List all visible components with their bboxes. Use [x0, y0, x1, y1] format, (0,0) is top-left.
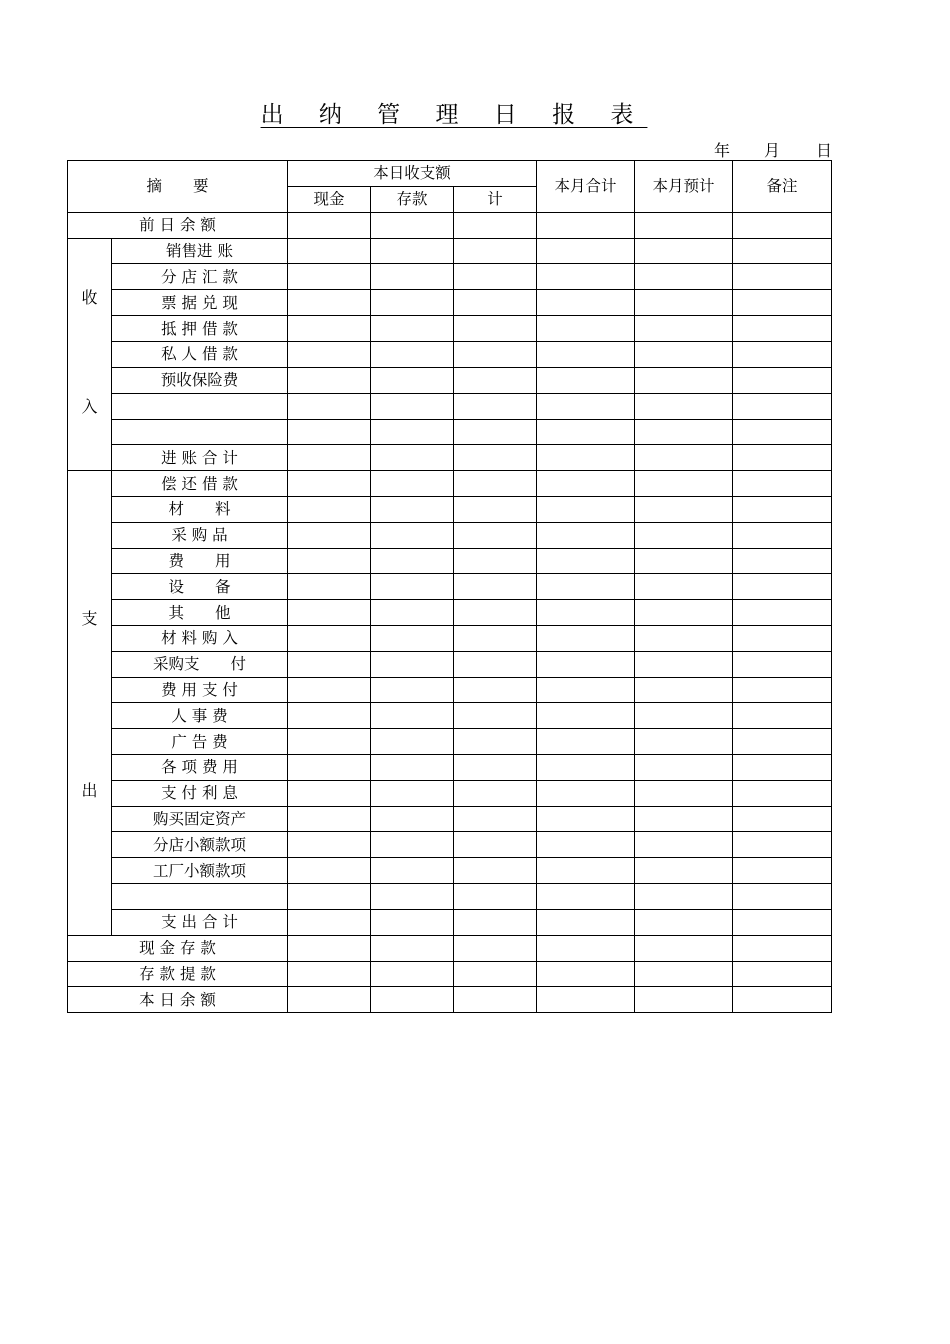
- expense-row: [68, 651, 832, 677]
- cell-total[interactable]: [454, 212, 537, 238]
- date-year-label: 年: [714, 141, 731, 160]
- expense-row: [68, 858, 832, 884]
- expense-row: [68, 780, 832, 806]
- expense-item-label: 材 料 购 入: [112, 626, 288, 652]
- cell-cash[interactable]: [288, 548, 371, 574]
- cell-total[interactable]: [454, 755, 537, 781]
- income-item-label: 抵 押 借 款: [112, 316, 288, 342]
- income-row: [68, 264, 832, 290]
- cell-remark[interactable]: [733, 367, 832, 393]
- cell-deposit[interactable]: [371, 341, 454, 367]
- cell-month-total[interactable]: [537, 935, 635, 961]
- cell-cash[interactable]: [288, 832, 371, 858]
- cell-month-forecast[interactable]: [635, 806, 733, 832]
- cell-month-forecast[interactable]: [635, 419, 733, 445]
- cell-total[interactable]: [454, 497, 537, 523]
- cell-cash[interactable]: [288, 935, 371, 961]
- cell-remark[interactable]: [733, 419, 832, 445]
- cell-total[interactable]: [454, 367, 537, 393]
- cell-month-forecast[interactable]: [635, 703, 733, 729]
- cell-cash[interactable]: [288, 626, 371, 652]
- cell-month-total[interactable]: [537, 729, 635, 755]
- cell-total[interactable]: [454, 341, 537, 367]
- expense-item-label: 支 出 合 计: [112, 909, 288, 935]
- cell-month-total[interactable]: [537, 367, 635, 393]
- cell-cash[interactable]: [288, 290, 371, 316]
- cell-month-total[interactable]: [537, 677, 635, 703]
- cell-month-forecast[interactable]: [635, 961, 733, 987]
- header-total: 计: [454, 186, 537, 212]
- cell-month-forecast[interactable]: [635, 238, 733, 264]
- cell-remark[interactable]: [733, 780, 832, 806]
- expense-item-label: 购买固定资产: [112, 806, 288, 832]
- cell-cash[interactable]: [288, 677, 371, 703]
- cell-total[interactable]: [454, 832, 537, 858]
- date-day-label: 日: [816, 141, 833, 160]
- expense-item-label: 工厂小额款项: [112, 858, 288, 884]
- cell-total[interactable]: [454, 316, 537, 342]
- income-row: [68, 238, 832, 264]
- income-row: [68, 419, 832, 445]
- cell-month-total[interactable]: [537, 651, 635, 677]
- cell-month-total[interactable]: [537, 703, 635, 729]
- cell-remark[interactable]: [733, 574, 832, 600]
- cell-remark[interactable]: [733, 806, 832, 832]
- cell-cash[interactable]: [288, 522, 371, 548]
- cell-month-forecast[interactable]: [635, 884, 733, 910]
- expense-item-label: 采 购 品: [112, 522, 288, 548]
- cell-total[interactable]: [454, 522, 537, 548]
- summary-row: [68, 961, 832, 987]
- expense-item-label: [112, 884, 288, 910]
- cell-month-total[interactable]: [537, 858, 635, 884]
- income-item-label: 分 店 汇 款: [112, 264, 288, 290]
- cell-remark[interactable]: [733, 987, 832, 1013]
- cell-total[interactable]: [454, 987, 537, 1013]
- cell-month-forecast[interactable]: [635, 522, 733, 548]
- expense-row: [68, 729, 832, 755]
- income-item-label: [112, 393, 288, 419]
- cell-cash[interactable]: [288, 884, 371, 910]
- cell-month-forecast[interactable]: [635, 497, 733, 523]
- cell-total[interactable]: [454, 600, 537, 626]
- cell-cash[interactable]: [288, 574, 371, 600]
- expense-category-bottom: 出: [81, 780, 98, 800]
- cell-cash[interactable]: [288, 858, 371, 884]
- expense-item-label: 费 用: [112, 548, 288, 574]
- cell-month-forecast[interactable]: [635, 574, 733, 600]
- income-item-label: 销售进 账: [112, 238, 288, 264]
- cell-month-forecast[interactable]: [635, 677, 733, 703]
- cell-month-forecast[interactable]: [635, 780, 733, 806]
- cell-deposit[interactable]: [371, 651, 454, 677]
- cell-deposit[interactable]: [371, 806, 454, 832]
- cell-deposit[interactable]: [371, 832, 454, 858]
- cell-cash[interactable]: [288, 806, 371, 832]
- expense-row: [68, 677, 832, 703]
- cashier-daily-report-table: [67, 160, 832, 1013]
- cell-month-total[interactable]: [537, 341, 635, 367]
- cell-total[interactable]: [454, 419, 537, 445]
- cell-remark[interactable]: [733, 858, 832, 884]
- cell-remark[interactable]: [733, 212, 832, 238]
- cell-deposit[interactable]: [371, 703, 454, 729]
- cell-month-total[interactable]: [537, 961, 635, 987]
- cell-month-total[interactable]: [537, 600, 635, 626]
- income-row: [68, 290, 832, 316]
- income-row: [68, 393, 832, 419]
- cell-remark[interactable]: [733, 238, 832, 264]
- cell-deposit[interactable]: [371, 367, 454, 393]
- expense-row: [68, 755, 832, 781]
- cell-remark[interactable]: [733, 755, 832, 781]
- cell-remark[interactable]: [733, 884, 832, 910]
- cell-month-forecast[interactable]: [635, 729, 733, 755]
- cell-month-forecast[interactable]: [635, 548, 733, 574]
- cell-deposit[interactable]: [371, 290, 454, 316]
- cell-month-forecast[interactable]: [635, 212, 733, 238]
- cell-remark[interactable]: [733, 935, 832, 961]
- cell-month-total[interactable]: [537, 780, 635, 806]
- income-category-top: 收: [81, 288, 98, 308]
- cell-total[interactable]: [454, 290, 537, 316]
- cell-cash[interactable]: [288, 703, 371, 729]
- summary-row-label: 本 日 余 额: [68, 987, 288, 1013]
- cell-deposit[interactable]: [371, 987, 454, 1013]
- cell-total[interactable]: [454, 471, 537, 497]
- expense-item-label: 偿 还 借 款: [112, 471, 288, 497]
- cell-total[interactable]: [454, 677, 537, 703]
- cell-month-total[interactable]: [537, 755, 635, 781]
- cell-cash[interactable]: [288, 961, 371, 987]
- expense-row: [68, 832, 832, 858]
- cell-cash[interactable]: [288, 471, 371, 497]
- cell-month-total[interactable]: [537, 290, 635, 316]
- cell-cash[interactable]: [288, 367, 371, 393]
- income-item-label: [112, 419, 288, 445]
- expense-row: [68, 703, 832, 729]
- cell-deposit[interactable]: [371, 393, 454, 419]
- cell-month-forecast[interactable]: [635, 471, 733, 497]
- cell-total[interactable]: [454, 574, 537, 600]
- cell-deposit[interactable]: [371, 497, 454, 523]
- cell-month-total[interactable]: [537, 884, 635, 910]
- cell-month-forecast[interactable]: [635, 832, 733, 858]
- expense-category-top: 支: [81, 609, 98, 629]
- cell-remark[interactable]: [733, 264, 832, 290]
- cell-month-total[interactable]: [537, 574, 635, 600]
- cell-cash[interactable]: [288, 212, 371, 238]
- cell-remark[interactable]: [733, 548, 832, 574]
- cell-month-forecast[interactable]: [635, 393, 733, 419]
- cell-cash[interactable]: [288, 651, 371, 677]
- expense-row: [68, 806, 832, 832]
- cell-remark[interactable]: [733, 703, 832, 729]
- cell-month-total[interactable]: [537, 445, 635, 471]
- header-month-forecast: 本月预计: [635, 161, 733, 213]
- cell-deposit[interactable]: [371, 961, 454, 987]
- expense-row: [68, 909, 832, 935]
- cell-remark[interactable]: [733, 729, 832, 755]
- income-item-label: 私 人 借 款: [112, 341, 288, 367]
- cell-remark[interactable]: [733, 445, 832, 471]
- cell-month-total[interactable]: [537, 626, 635, 652]
- cell-total[interactable]: [454, 884, 537, 910]
- expense-item-label: 材 料: [112, 497, 288, 523]
- income-row: [68, 316, 832, 342]
- income-item-label: 票 据 兑 现: [112, 290, 288, 316]
- cell-deposit[interactable]: [371, 574, 454, 600]
- cell-month-forecast[interactable]: [635, 264, 733, 290]
- cell-deposit[interactable]: [371, 212, 454, 238]
- prev-balance-row: [68, 212, 832, 238]
- cell-month-total[interactable]: [537, 832, 635, 858]
- cell-total[interactable]: [454, 445, 537, 471]
- cell-deposit[interactable]: [371, 419, 454, 445]
- cell-remark[interactable]: [733, 677, 832, 703]
- income-row: [68, 367, 832, 393]
- cell-month-forecast[interactable]: [635, 290, 733, 316]
- cell-cash[interactable]: [288, 419, 371, 445]
- cell-deposit[interactable]: [371, 471, 454, 497]
- cell-remark[interactable]: [733, 651, 832, 677]
- cell-month-forecast[interactable]: [635, 858, 733, 884]
- cell-deposit[interactable]: [371, 729, 454, 755]
- cell-deposit[interactable]: [371, 522, 454, 548]
- cell-cash[interactable]: [288, 755, 371, 781]
- income-row: [68, 341, 832, 367]
- cell-total[interactable]: [454, 651, 537, 677]
- cell-deposit[interactable]: [371, 780, 454, 806]
- cell-month-total[interactable]: [537, 264, 635, 290]
- cell-cash[interactable]: [288, 341, 371, 367]
- expense-item-label: 各 项 费 用: [112, 755, 288, 781]
- cell-deposit[interactable]: [371, 238, 454, 264]
- cell-cash[interactable]: [288, 445, 371, 471]
- expense-category-cell: [68, 471, 112, 936]
- cell-total[interactable]: [454, 806, 537, 832]
- cell-deposit[interactable]: [371, 600, 454, 626]
- cell-cash[interactable]: [288, 909, 371, 935]
- cell-cash[interactable]: [288, 497, 371, 523]
- cell-remark[interactable]: [733, 626, 832, 652]
- income-item-label: 进 账 合 计: [112, 445, 288, 471]
- cell-remark[interactable]: [733, 522, 832, 548]
- expense-row: [68, 522, 832, 548]
- expense-row: [68, 884, 832, 910]
- cell-month-total[interactable]: [537, 471, 635, 497]
- date-month-label: 月: [764, 141, 781, 160]
- cell-deposit[interactable]: [371, 755, 454, 781]
- cell-deposit[interactable]: [371, 548, 454, 574]
- page-title: 出 纳 管 理 日 报 表: [260, 102, 648, 128]
- summary-row: [68, 935, 832, 961]
- cell-month-forecast[interactable]: [635, 909, 733, 935]
- cell-month-total[interactable]: [537, 548, 635, 574]
- cell-month-forecast[interactable]: [635, 651, 733, 677]
- cell-month-forecast[interactable]: [635, 600, 733, 626]
- cell-cash[interactable]: [288, 238, 371, 264]
- expense-row: [68, 548, 832, 574]
- header-daily-amount: 本日收支额: [288, 161, 537, 187]
- cell-remark[interactable]: [733, 497, 832, 523]
- expense-item-label: 其 他: [112, 600, 288, 626]
- expense-item-label: 设 备: [112, 574, 288, 600]
- expense-item-label: 支 付 利 息: [112, 780, 288, 806]
- cell-month-total[interactable]: [537, 909, 635, 935]
- cell-month-total[interactable]: [537, 238, 635, 264]
- cell-cash[interactable]: [288, 393, 371, 419]
- cell-deposit[interactable]: [371, 884, 454, 910]
- cell-total[interactable]: [454, 703, 537, 729]
- cell-deposit[interactable]: [371, 909, 454, 935]
- cell-cash[interactable]: [288, 987, 371, 1013]
- cell-remark[interactable]: [733, 832, 832, 858]
- expense-row: [68, 471, 832, 497]
- cell-total[interactable]: [454, 961, 537, 987]
- summary-row-label: 现 金 存 款: [68, 935, 288, 961]
- cell-total[interactable]: [454, 935, 537, 961]
- cell-cash[interactable]: [288, 729, 371, 755]
- cell-month-total[interactable]: [537, 522, 635, 548]
- cell-total[interactable]: [454, 393, 537, 419]
- cell-month-total[interactable]: [537, 806, 635, 832]
- cell-total[interactable]: [454, 729, 537, 755]
- cell-month-forecast[interactable]: [635, 367, 733, 393]
- cell-total[interactable]: [454, 548, 537, 574]
- cell-deposit[interactable]: [371, 858, 454, 884]
- cell-month-forecast[interactable]: [635, 341, 733, 367]
- expense-item-label: 人 事 费: [112, 703, 288, 729]
- cell-remark[interactable]: [733, 341, 832, 367]
- cell-deposit[interactable]: [371, 264, 454, 290]
- expense-row: [68, 497, 832, 523]
- cell-cash[interactable]: [288, 316, 371, 342]
- expense-row: [68, 574, 832, 600]
- cell-month-forecast[interactable]: [635, 987, 733, 1013]
- cell-total[interactable]: [454, 626, 537, 652]
- cell-month-forecast[interactable]: [635, 316, 733, 342]
- cell-remark[interactable]: [733, 393, 832, 419]
- cell-total[interactable]: [454, 909, 537, 935]
- expense-item-label: 费 用 支 付: [112, 677, 288, 703]
- header-remark: 备注: [733, 161, 832, 213]
- cell-cash[interactable]: [288, 264, 371, 290]
- cell-total[interactable]: [454, 780, 537, 806]
- cell-month-total[interactable]: [537, 987, 635, 1013]
- cell-deposit[interactable]: [371, 935, 454, 961]
- cell-month-total[interactable]: [537, 393, 635, 419]
- cell-deposit[interactable]: [371, 445, 454, 471]
- cell-cash[interactable]: [288, 780, 371, 806]
- income-category-bottom: 入: [81, 397, 98, 417]
- expense-item-label: 采购支 付: [112, 651, 288, 677]
- prev-balance-label: 前 日 余 额: [68, 212, 288, 238]
- cell-total[interactable]: [454, 264, 537, 290]
- cell-deposit[interactable]: [371, 626, 454, 652]
- cell-remark[interactable]: [733, 600, 832, 626]
- cell-deposit[interactable]: [371, 316, 454, 342]
- expense-row: [68, 626, 832, 652]
- cell-remark[interactable]: [733, 290, 832, 316]
- income-item-label: 预收保险费: [112, 367, 288, 393]
- income-category-cell: [68, 238, 112, 471]
- cell-remark[interactable]: [733, 961, 832, 987]
- header-summary: 摘 要: [68, 161, 288, 213]
- summary-row-label: 存 款 提 款: [68, 961, 288, 987]
- header-month-total: 本月合计: [537, 161, 635, 213]
- cell-month-forecast[interactable]: [635, 755, 733, 781]
- cell-month-total[interactable]: [537, 316, 635, 342]
- income-row: [68, 445, 832, 471]
- cell-remark[interactable]: [733, 471, 832, 497]
- cell-cash[interactable]: [288, 600, 371, 626]
- header-deposit: 存款: [371, 186, 454, 212]
- expense-row: [68, 600, 832, 626]
- cell-remark[interactable]: [733, 316, 832, 342]
- date-line: [700, 138, 835, 158]
- header-row-1: [68, 161, 832, 187]
- cell-month-total[interactable]: [537, 419, 635, 445]
- cell-month-forecast[interactable]: [635, 935, 733, 961]
- summary-row: [68, 987, 832, 1013]
- header-cash: 现金: [288, 186, 371, 212]
- expense-item-label: 分店小额款项: [112, 832, 288, 858]
- cell-deposit[interactable]: [371, 677, 454, 703]
- cell-month-total[interactable]: [537, 497, 635, 523]
- cell-month-total[interactable]: [537, 212, 635, 238]
- cell-total[interactable]: [454, 858, 537, 884]
- cell-total[interactable]: [454, 238, 537, 264]
- cell-remark[interactable]: [733, 909, 832, 935]
- expense-item-label: 广 告 费: [112, 729, 288, 755]
- cell-month-forecast[interactable]: [635, 626, 733, 652]
- cell-month-forecast[interactable]: [635, 445, 733, 471]
